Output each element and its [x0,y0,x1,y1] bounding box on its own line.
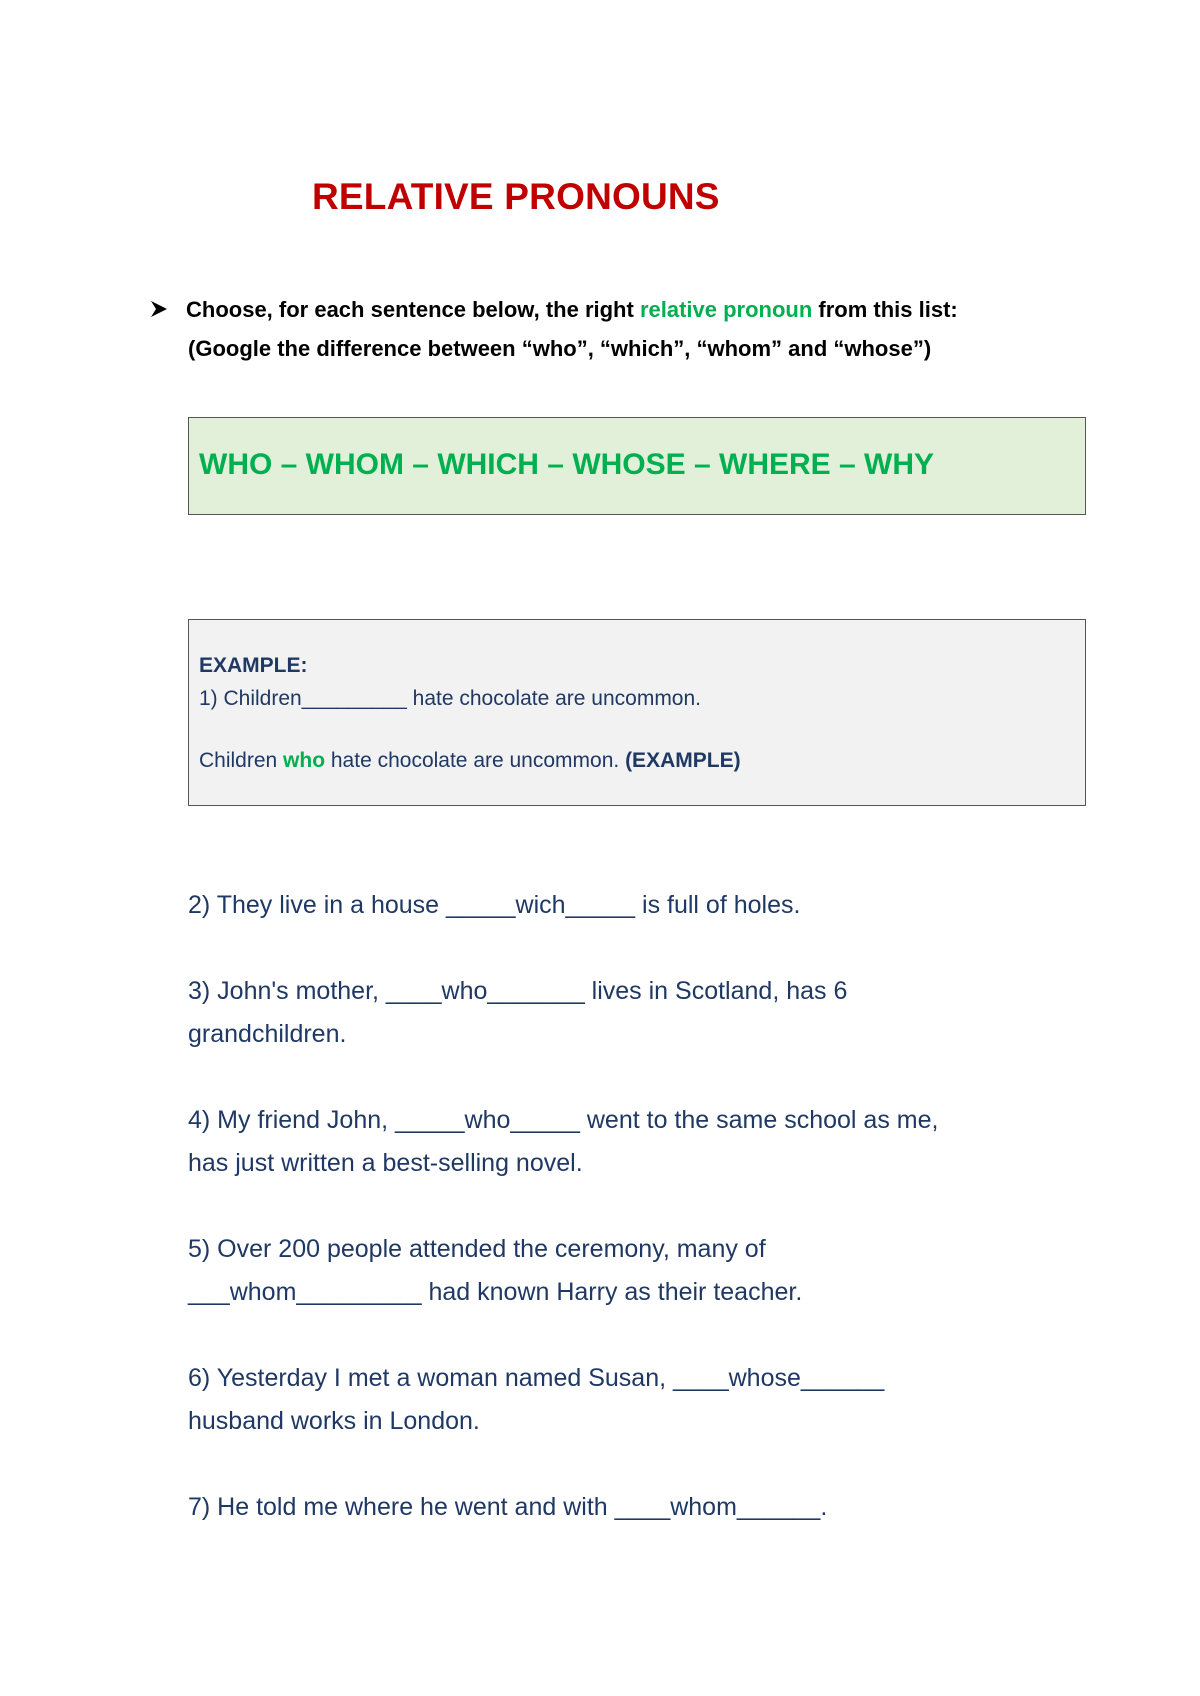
example-answer [199,749,741,773]
instructions [152,291,958,368]
arrowhead-bullet-icon [150,292,186,330]
instruction-line-1 [152,291,958,330]
example-answer-after: hate chocolate are uncommon. [325,749,626,772]
example-box [188,619,1086,806]
example-answer-tag: (EXAMPLE) [625,749,741,772]
instruction-text-before: Choose, for each sentence below, the right [186,297,640,322]
example-question: 1) Children_________ hate chocolate are uncommon. [199,687,702,710]
word-list: WHO – WHOM – WHICH – WHOSE – WHERE – WHY [199,448,935,481]
question-item: 2) They live in a house _____wich_____ is full of holes. [188,891,801,919]
question-list [188,884,1088,1572]
question-item: 5) Over 200 people attended the ceremony, many of ___whom_________ had known Harry as their teacher. [188,1235,803,1306]
example-heading: EXAMPLE: [199,654,308,677]
question-item: 6) Yesterday I met a woman named Susan, ____whose______ husband works in London. [188,1364,885,1435]
page-title: RELATIVE PRONOUNS [312,176,720,217]
example-answer-word: who [283,749,326,772]
example-answer-before: Children [199,749,284,772]
word-list-box [188,417,1086,515]
instruction-highlight: relative pronoun [639,297,813,322]
instruction-line-2: (Google the difference between “who”, “which”, “whom” and “whose”) [188,336,932,361]
instruction-text-after: from this list: [812,297,958,322]
question-item: 3) John's mother, ____who_______ lives in Scotland, has 6 grandchildren. [188,977,848,1048]
question-item: 7) He told me where he went and with ____whom______. [188,1493,828,1521]
question-item: 4) My friend John, _____who_____ went to the same school as me, has just written a best-selling novel. [188,1106,939,1177]
